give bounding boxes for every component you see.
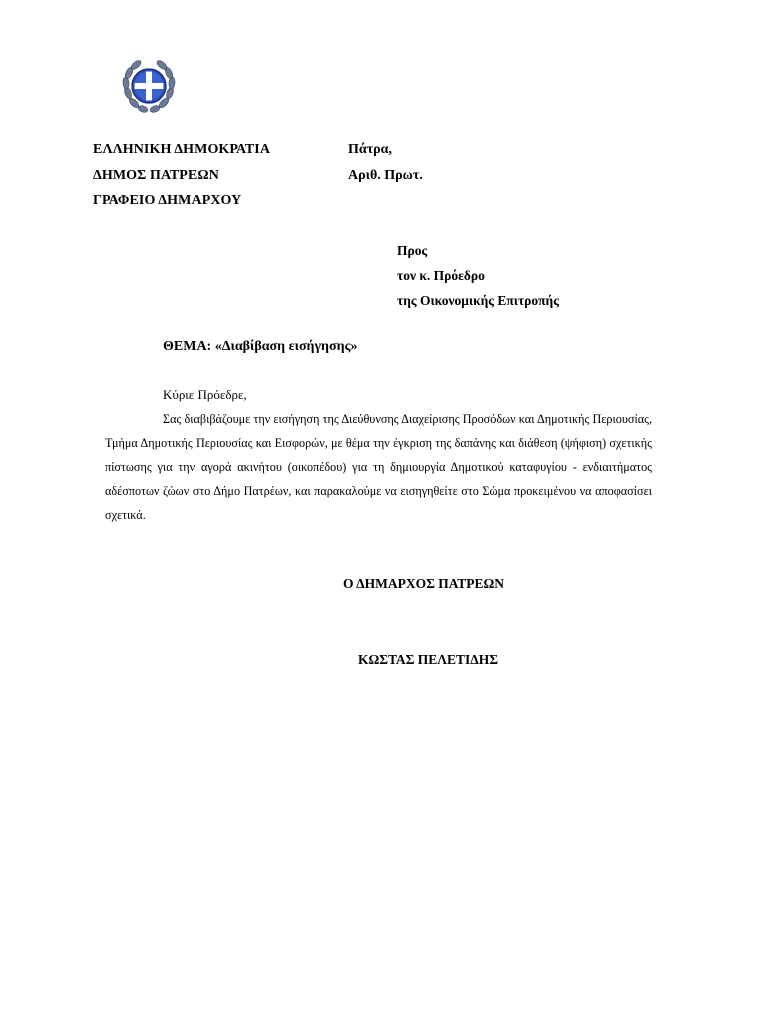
recipient-to: Προς xyxy=(397,243,428,258)
issuer-municipality: ΔΗΜΟΣ ΠΑΤΡΕΩΝ xyxy=(93,167,219,183)
signer-title: Ο ΔΗΜΑΡΧΟΣ ΠΑΤΡΕΩΝ xyxy=(343,576,505,591)
greek-republic-emblem-icon xyxy=(120,57,178,115)
protocol-number: Αριθ. Πρωτ. xyxy=(348,167,423,183)
issuer-block xyxy=(93,137,270,214)
document-reference-block xyxy=(348,137,423,188)
body-paragraph: Σας διαβιβάζουμε την εισήγηση της Διεύθυνσης Διαχείρισης Προσόδων και Δημοτικής Περιουσίας, Τμήμα Δημοτικής Περιουσίας και Εισφορών, με θέμα την έγκριση της δαπάνης και διάθεση (ψήφιση) σχετικής πίστωσης για την αγορά ακινήτου (οικοπέδου) για τη δημιουργία Δημοτικού καταφυγίου - ενδιαιτήματος αδέσποτων ζώων στο Δήμο Πατρέων, και παρακαλούμε να εισηγηθείτε στο Σώμα προκειμένου να αποφασίσει σχετικά. xyxy=(105,412,652,522)
signer-name: ΚΩΣΤΑΣ ΠΕΛΕΤΙΔΗΣ xyxy=(358,652,499,667)
recipient-block xyxy=(397,238,559,313)
document-subject: ΘΕΜΑ: «Διαβίβαση εισήγησης» xyxy=(163,339,358,354)
salutation: Κύριε Πρόεδρε, xyxy=(163,387,247,402)
document-place: Πάτρα, xyxy=(348,142,392,157)
recipient-committee: της Οικονομικής Επιτροπής xyxy=(397,293,559,308)
issuer-country: ΕΛΛΗΝΙΚΗ ΔΗΜΟΚΡΑΤΙΑ xyxy=(93,142,271,157)
recipient-name: τον κ. Πρόεδρο xyxy=(397,268,485,283)
issuer-office: ΓΡΑΦΕΙΟ ΔΗΜΑΡΧΟΥ xyxy=(93,193,242,208)
